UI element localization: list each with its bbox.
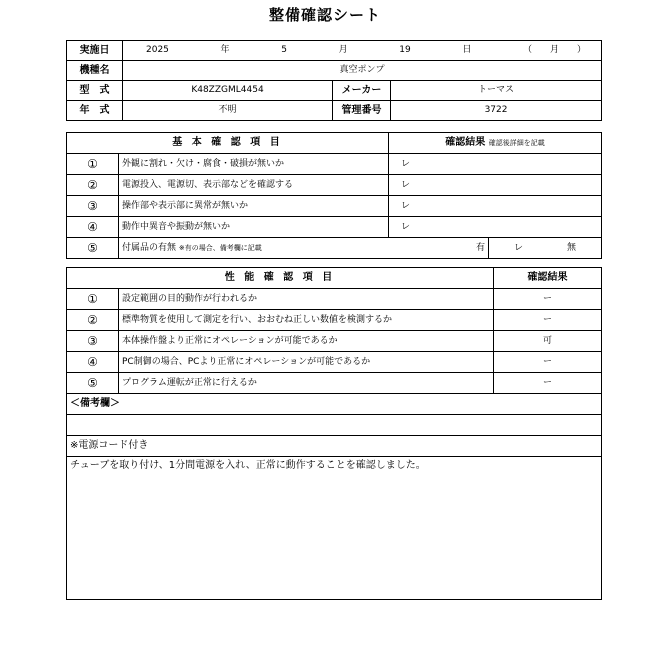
- date-month: 5: [281, 45, 287, 55]
- basic-result: レ: [389, 217, 602, 238]
- maker-label: メーカー: [333, 81, 391, 101]
- type-value: K48ZZGML4454: [123, 81, 333, 101]
- perf-no: ③: [67, 331, 119, 352]
- basic-result: レ: [389, 175, 602, 196]
- perf-text: PC制御の場合、PCより正常にオペレーションが可能であるか: [119, 352, 494, 373]
- remarks-label: ＜備考欄＞: [67, 394, 602, 415]
- basic-text: 電源投入、電源切、表示部などを確認する: [119, 175, 389, 196]
- perf-no: ⑤: [67, 373, 119, 394]
- perf-row: [67, 289, 602, 310]
- perf-result: 可: [494, 331, 602, 352]
- basic-result-note: 確認後詳細を記載: [488, 139, 545, 147]
- basic-no: ②: [67, 175, 119, 196]
- remarks-line: [67, 415, 602, 436]
- model-value: 真空ポンプ: [123, 61, 602, 81]
- date-day: 19: [399, 45, 411, 55]
- perf-header-row: [67, 268, 602, 289]
- model-row: [67, 61, 602, 81]
- mgmt-label: 管理番号: [333, 101, 391, 121]
- performance-check-table: [66, 267, 602, 600]
- basic-row: [67, 196, 602, 217]
- date-year: 2025: [146, 45, 169, 55]
- perf-row: [67, 331, 602, 352]
- accessory-no: ⑤: [67, 238, 119, 259]
- date-row: [67, 41, 602, 61]
- accessory-no-option: 無: [567, 242, 577, 253]
- date-month-unit: 月: [338, 45, 348, 55]
- accessory-text: 付属品の有無: [122, 242, 177, 253]
- basic-no: ④: [67, 217, 119, 238]
- basic-no: ③: [67, 196, 119, 217]
- basic-check-table: [66, 132, 602, 259]
- mgmt-value: 3722: [391, 101, 602, 121]
- basic-result: レ: [389, 196, 602, 217]
- year-row: [67, 101, 602, 121]
- accessory-row: [67, 238, 602, 259]
- perf-result: ー: [494, 310, 602, 331]
- power-cord-row: [67, 436, 602, 457]
- maker-value: トーマス: [391, 81, 602, 101]
- basic-result-header: [389, 133, 602, 154]
- basic-row: [67, 217, 602, 238]
- perf-text: 設定範囲の目的動作が行われるか: [119, 289, 494, 310]
- remarks-label-row: [67, 394, 602, 415]
- perf-result: ー: [494, 373, 602, 394]
- accessory-note: ※有の場合、備考欄に記載: [178, 243, 262, 252]
- perf-header: 性 能 確 認 項 目: [67, 268, 494, 289]
- power-cord-note: ※電源コード付き: [67, 436, 602, 457]
- accessory-options: [489, 238, 602, 259]
- remarks-blank-row: [67, 415, 602, 436]
- info-table: [66, 40, 602, 121]
- perf-row: [67, 310, 602, 331]
- accessory-text-cell: [119, 238, 489, 259]
- basic-header: 基 本 確 認 項 目: [67, 133, 389, 154]
- date-value: [123, 41, 602, 61]
- date-day-unit: 日: [462, 45, 472, 55]
- basic-result: レ: [389, 154, 602, 175]
- perf-no: ②: [67, 310, 119, 331]
- year-label: 年 式: [67, 101, 123, 121]
- basic-text: 操作部や表示部に異常が無いか: [119, 196, 389, 217]
- perf-text: プログラム運転が正常に行えるか: [119, 373, 494, 394]
- date-weekday: （ 月 ）: [522, 45, 586, 55]
- perf-no: ①: [67, 289, 119, 310]
- comment-text: チューブを取り付け、1分間電源を入れ、正常に動作することを確認しました。: [67, 457, 602, 600]
- type-label: 型 式: [67, 81, 123, 101]
- perf-row: [67, 352, 602, 373]
- basic-result-label: 確認結果: [445, 137, 486, 148]
- perf-no: ④: [67, 352, 119, 373]
- date-year-unit: 年: [220, 45, 230, 55]
- basic-row: [67, 175, 602, 196]
- perf-text: 標準物質を使用して測定を行い、おおむね正しい数値を検測するか: [119, 310, 494, 331]
- accessory-mark: レ: [514, 242, 524, 253]
- perf-text: 本体操作盤より正常にオペレーションが可能であるか: [119, 331, 494, 352]
- perf-result-header: 確認結果: [494, 268, 602, 289]
- basic-no: ①: [67, 154, 119, 175]
- type-row: [67, 81, 602, 101]
- perf-result: ー: [494, 352, 602, 373]
- accessory-yes: 有: [476, 242, 486, 253]
- year-value: 不明: [123, 101, 333, 121]
- sheet-title: 整備確認シート: [268, 6, 381, 24]
- basic-row: [67, 154, 602, 175]
- perf-row: [67, 373, 602, 394]
- date-label: 実施日: [67, 41, 123, 61]
- basic-header-row: [67, 133, 602, 154]
- basic-text: 外観に割れ・欠け・腐食・破損が無いか: [119, 154, 389, 175]
- model-label: 機種名: [67, 61, 123, 81]
- comment-row: [67, 457, 602, 600]
- basic-text: 動作中異音や振動が無いか: [119, 217, 389, 238]
- perf-result: ー: [494, 289, 602, 310]
